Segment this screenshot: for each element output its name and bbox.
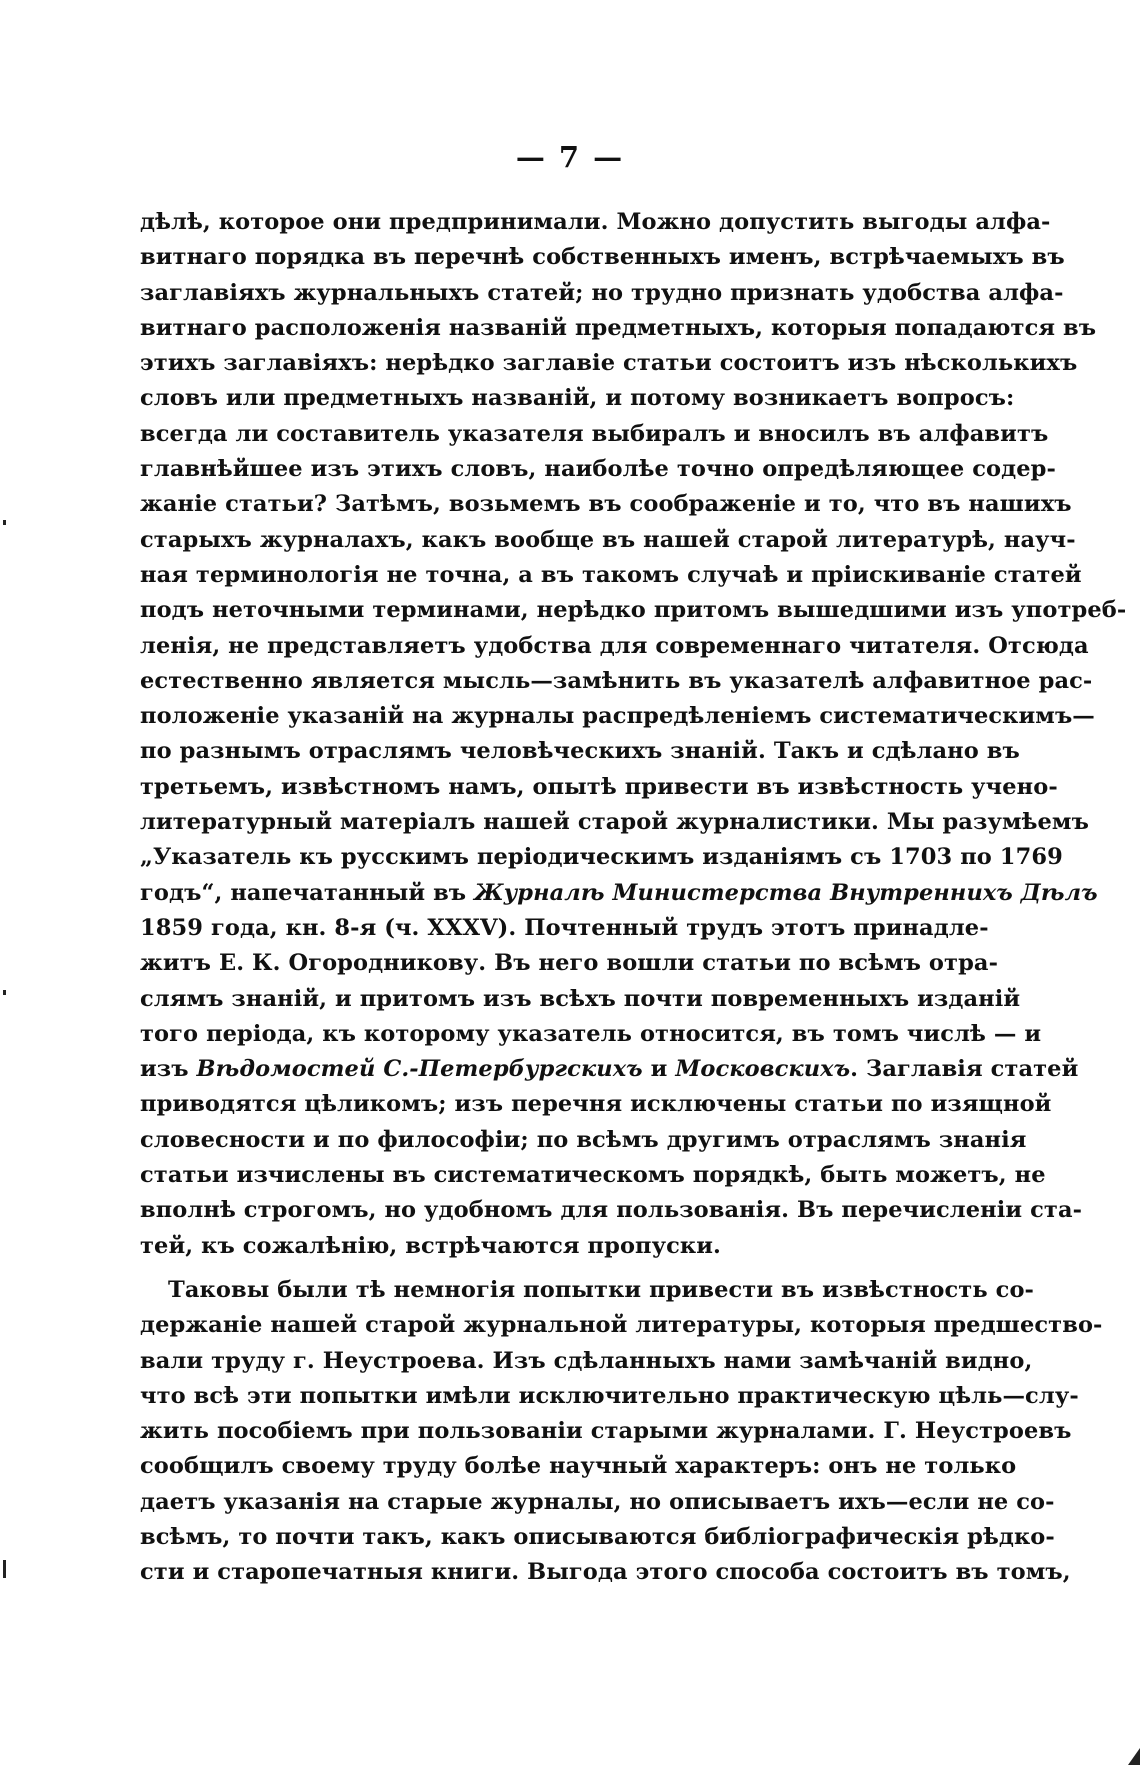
scan-speck xyxy=(3,1560,6,1578)
text-line: словесности и по философіи; по всѣмъ другимъ отраслямъ знанія xyxy=(140,1126,1027,1153)
scan-speck xyxy=(3,990,6,995)
text-line: жить пособіемъ при пользованіи старыми журналами. Г. Неустроевъ xyxy=(140,1418,1072,1445)
scan-speck xyxy=(1128,1748,1140,1765)
text-line-gazette-reference xyxy=(140,1052,1079,1087)
body-text xyxy=(140,205,1127,1591)
text-line: держаніе нашей старой журнальной литературы, которыя предшество- xyxy=(140,1312,1103,1339)
text-line: этихъ заглавіяхъ: нерѣдко заглавіе статьи состоитъ изъ нѣсколькихъ xyxy=(140,350,1078,377)
text-line: старыхъ журналахъ, какъ вообще въ нашей старой литературѣ, науч- xyxy=(140,526,1076,553)
text-line: дѣлѣ, которое они предпринимали. Можно допустить выгоды алфа- xyxy=(140,209,1051,235)
text-line: словъ или предметныхъ названій, и потому возникаетъ вопросъ: xyxy=(140,385,1015,412)
text-line: всѣмъ, то почти такъ, какъ описываются библіографическія рѣдко- xyxy=(140,1523,1055,1550)
text-line: слямъ знаній, и притомъ изъ всѣхъ почти повременныхъ изданій xyxy=(140,985,1021,1012)
text-line: даетъ указанія на старые журналы, но описываетъ ихъ—если не со- xyxy=(140,1488,1055,1515)
text-line-journal-reference xyxy=(140,876,1098,911)
text-line: ленія, не представляетъ удобства для современнаго читателя. Отсюда xyxy=(140,632,1089,659)
text-line: естественно является мысль—замѣнить въ указателѣ алфавитное рас- xyxy=(140,667,1093,694)
text-line: статьи изчислены въ систематическомъ порядкѣ, быть можетъ, не xyxy=(140,1162,1046,1189)
text-line: того періода, къ которому указатель относится, въ томъ числѣ — и xyxy=(140,1020,1042,1047)
gazette-title-moscow: Московскихъ xyxy=(675,1056,851,1083)
text-line: главнѣйшее изъ этихъ словъ, наиболѣе точно опредѣляющее содер- xyxy=(140,456,1056,483)
text-line: „Указатель къ русскимъ періодическимъ изданіямъ съ 1703 по 1769 xyxy=(140,844,1063,871)
text-line: витнаго порядка въ перечнѣ собственныхъ именъ, встрѣчаемыхъ въ xyxy=(140,244,1065,271)
text-line: литературный матеріалъ нашей старой журналистики. Мы разумѣемъ xyxy=(140,809,1089,836)
text-line: Таковы были тѣ немногія попытки привести въ извѣстность со- xyxy=(168,1276,1034,1303)
text-line: по разнымъ отраслямъ человѣческихъ знаній. Такъ и сдѣлано въ xyxy=(140,738,1020,765)
text-line: тей, къ сожалѣнію, встрѣчаются пропуски. xyxy=(140,1232,721,1259)
journal-title: Журналѣ Министерства Внутреннихъ Дѣлъ xyxy=(474,879,1098,906)
gazette-title-spb: Вѣдомостей С.-Петербургскихъ xyxy=(196,1056,643,1083)
paragraph-1 xyxy=(140,205,1127,1264)
paragraph-2 xyxy=(140,1273,1103,1591)
text-line: всегда ли составитель указателя выбиралъ и вносилъ въ алфавитъ xyxy=(140,420,1049,447)
text-line: житъ Е. К. Огородникову. Въ него вошли статьи по всѣмъ отра- xyxy=(140,950,999,977)
text-line: жаніе статьи? Затѣмъ, возьмемъ въ соображеніе и то, что въ нашихъ xyxy=(140,491,1072,518)
text-line: подъ неточными терминами, нерѣдко притомъ вышедшими изъ употреб- xyxy=(140,597,1127,624)
scan-speck xyxy=(3,520,6,525)
text-line: ная терминологія не точна, а въ такомъ случаѣ и пріискиваніе статей xyxy=(140,561,1082,588)
text-line: заглавіяхъ журнальныхъ статей; но трудно признать удобства алфа- xyxy=(140,279,1064,306)
paragraph-gap xyxy=(140,1264,960,1273)
text-line: положеніе указаній на журналы распредѣленіемъ систематическимъ— xyxy=(140,703,1095,730)
text-segment: и xyxy=(642,1056,676,1083)
text-segment: годъ“, напечатанный въ xyxy=(140,879,475,906)
text-line: что всѣ эти попытки имѣли исключительно практическую цѣль—слу- xyxy=(140,1382,1079,1409)
text-line: сообщилъ своему труду болѣе научный характеръ: онъ не только xyxy=(140,1453,1017,1480)
text-line: третьемъ, извѣстномъ намъ, опытѣ привести въ извѣстность учено- xyxy=(140,773,1058,800)
page-number: — 7 — xyxy=(515,140,625,174)
text-line: витнаго расположенія названій предметныхъ, которыя попадаются въ xyxy=(140,314,1097,341)
text-line: сти и старопечатныя книги. Выгода этого способа состоитъ въ томъ, xyxy=(140,1559,1071,1586)
text-line: вполнѣ строгомъ, но удобномъ для пользованія. Въ перечисленіи ста- xyxy=(140,1197,1083,1224)
text-segment: изъ xyxy=(140,1056,197,1083)
text-line: вали труду г. Неустроева. Изъ сдѣланныхъ нами замѣчаній видно, xyxy=(140,1347,1033,1374)
text-segment: . Заглавія статей xyxy=(850,1056,1079,1083)
text-line: 1859 года, кн. 8-я (ч. XXXV). Почтенный трудъ этотъ принадле- xyxy=(140,914,989,941)
text-line: приводятся цѣликомъ; изъ перечня исключены статьи по изящной xyxy=(140,1091,1052,1118)
